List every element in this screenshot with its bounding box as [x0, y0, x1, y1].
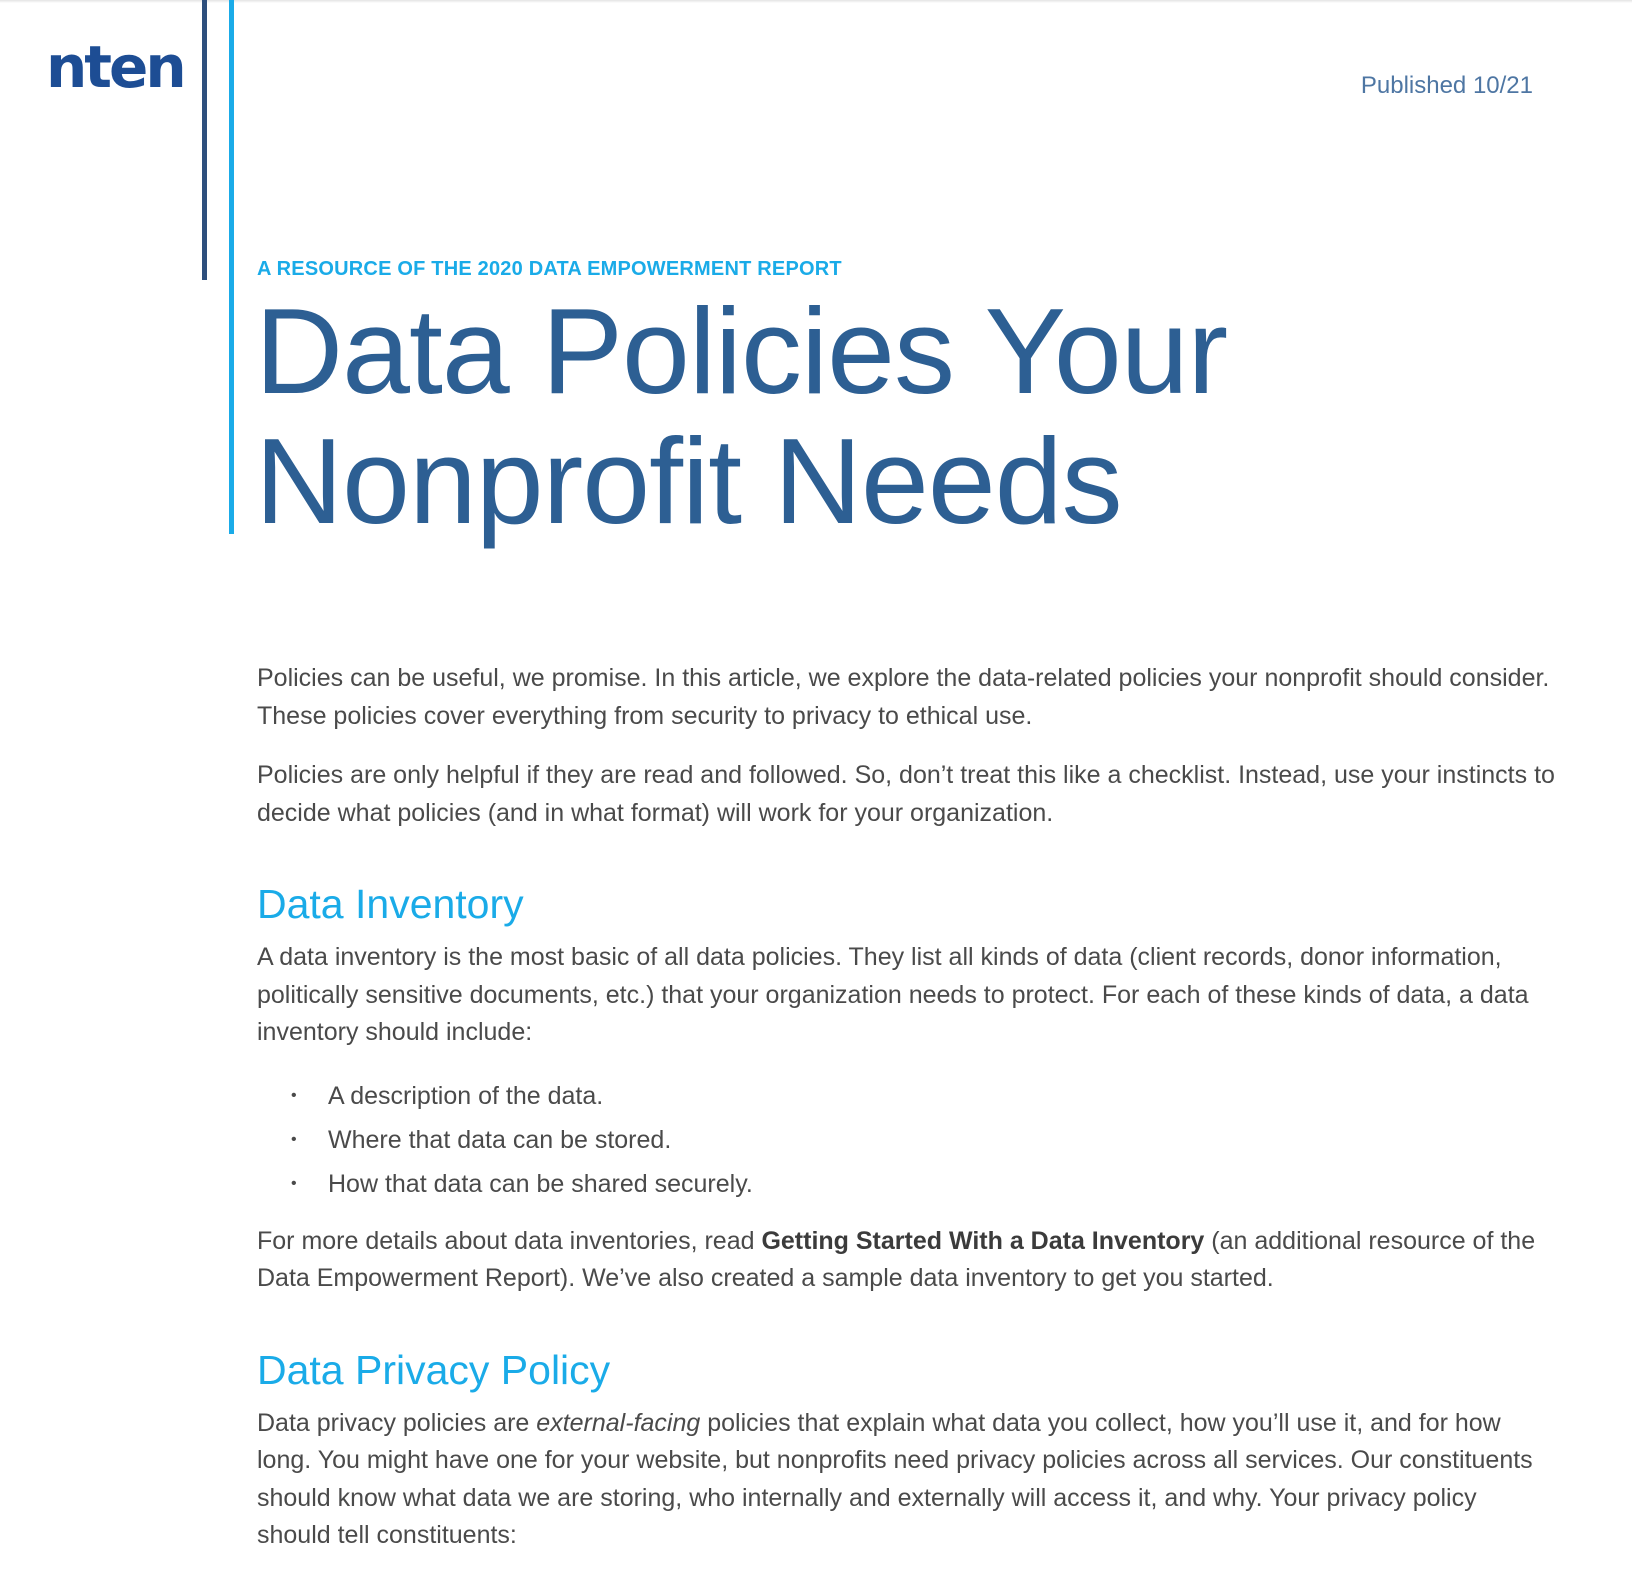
inventory-p2-before: For more details about data inventories, read: [257, 1226, 762, 1255]
privacy-paragraph-1: [257, 1405, 1557, 1555]
list-item: [257, 1074, 1557, 1118]
inventory-paragraph-2: [257, 1223, 1557, 1298]
top-edge-shadow: [0, 0, 1632, 3]
nten-logo: nten: [46, 33, 184, 101]
privacy-emphasis: external-facing: [536, 1408, 701, 1437]
privacy-p1-after: policies that explain what data you collect, how you’ll use it, and for how long. You might have one for your website, but nonprofits need privacy policies across all services. Our constituents should know what data we are storing, who internally and externally will access it, and why. Your privacy policy should tell constituents:: [257, 1408, 1533, 1549]
report-eyebrow: A RESOURCE OF THE 2020 DATA EMPOWERMENT REPORT: [257, 258, 842, 280]
intro-paragraph-2: Policies are only helpful if they are read and followed. So, don’t treat this like a checklist. Instead, use your instincts to decide what policies (and in what format) will work for your organization.: [257, 761, 1555, 827]
data-inventory-heading: Data Inventory: [257, 881, 524, 927]
bullet-icon: •: [291, 1086, 297, 1104]
inventory-p2-after: (an additional resource of the Data Empowerment Report). We’ve also created a sample data inventory to get you started.: [257, 1226, 1536, 1292]
list-item-text: How that data can be shared securely.: [328, 1169, 753, 1198]
inventory-bullet-list: [257, 1074, 1557, 1206]
bullet-icon: •: [291, 1130, 297, 1148]
data-privacy-heading: Data Privacy Policy: [257, 1346, 611, 1393]
dark-vertical-rule: [202, 0, 207, 280]
accent-vertical-rule: [229, 0, 234, 534]
title-line-1: Data Policies Your: [255, 283, 1228, 419]
list-item-text: A description of the data.: [328, 1081, 604, 1110]
title-line-2: Nonprofit Needs: [255, 413, 1122, 549]
inventory-resource-title: Getting Started With a Data Inventory: [761, 1226, 1205, 1255]
list-item-text: Where that data can be stored.: [328, 1125, 672, 1154]
page-title: [255, 283, 1228, 549]
published-date: Published 10/21: [1360, 72, 1533, 99]
privacy-p1-before: Data privacy policies are: [257, 1408, 537, 1437]
article-body: [257, 660, 1557, 1577]
inventory-paragraph-1: A data inventory is the most basic of all data policies. They list all kinds of data (client records, donor information, politically sensitive documents, etc.) that your organization needs to protect. For each of these kinds of data, a data inventory should include:: [257, 943, 1529, 1046]
list-item: [257, 1118, 1557, 1162]
bullet-icon: •: [291, 1174, 297, 1192]
intro-paragraph-1: Policies can be useful, we promise. In this article, we explore the data-related policies your nonprofit should consider. These policies cover everything from security to privacy to ethical use.: [257, 664, 1550, 730]
list-item: [257, 1162, 1557, 1206]
